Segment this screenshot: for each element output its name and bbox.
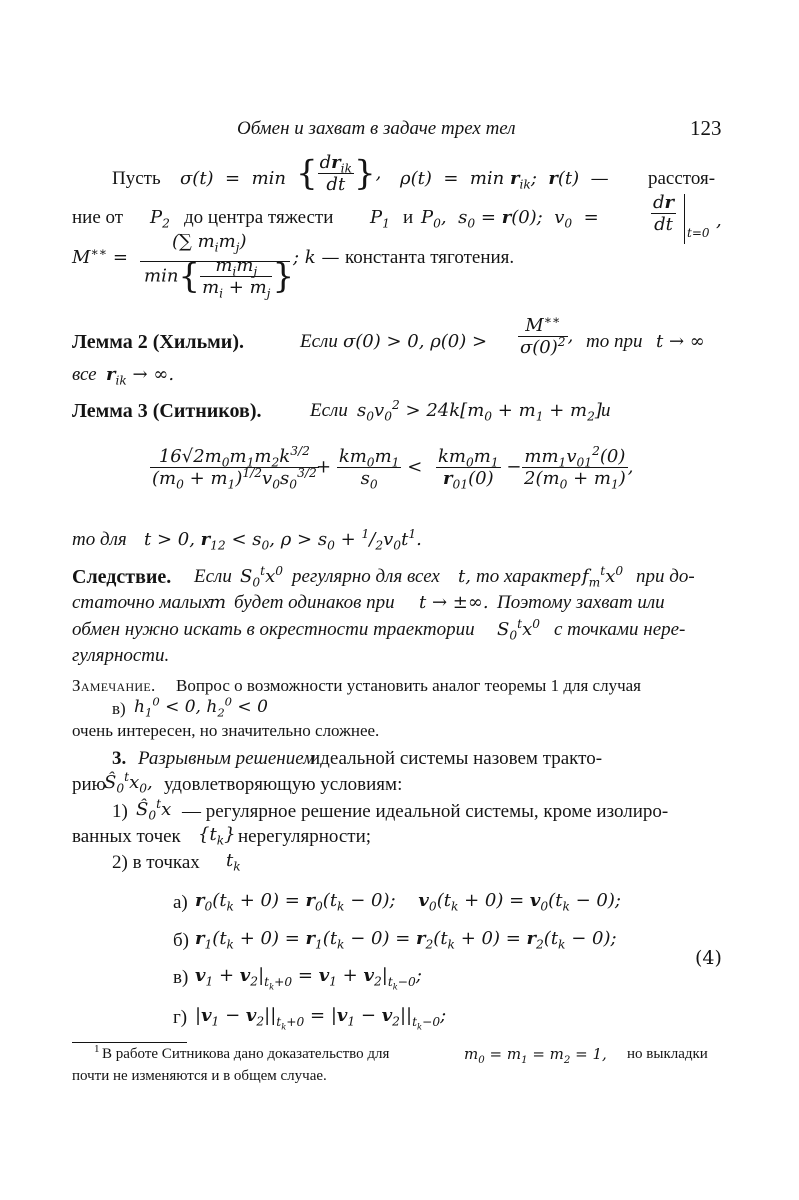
section3-term: Разрывным решением [138, 748, 316, 769]
p2-symbol: $P_2$ [150, 207, 170, 231]
equation-number: (4) [695, 947, 722, 969]
section3-text2a: рию [72, 774, 106, 795]
section3-num: 3. [112, 748, 127, 769]
footnote-rule [72, 1042, 187, 1043]
sigma-brace-frac: { $\frac{dr_{ik}}{dt}$ }, [296, 152, 382, 195]
rho-def: $\rho(t) = \min r_{ik}$; r(t) — [400, 168, 609, 192]
lemma2-line2: все [72, 364, 97, 385]
section3-item1-num: 1) [112, 801, 128, 822]
lemma2-frac: $\frac{M^{∗∗}}{\sigma(0)^2}$ , [520, 313, 574, 358]
lemma2-rik: $r_{ik}$ → ∞. [106, 364, 175, 388]
section3-item1c: нерегулярности; [238, 826, 372, 847]
lemma3-and: и [601, 400, 611, 421]
lemma3-title: Лемма 3 (Ситников). [72, 400, 262, 422]
lemma2-cond-a: Если [300, 331, 338, 352]
intro-line2c: и [403, 207, 414, 228]
lemma3-ineq-term2: + $\frac{km_0m_1}{s_0}$ < [316, 446, 423, 492]
section3-hat-s: $Ŝ_0^tx_0$, [104, 770, 153, 796]
cor-l3b: с точками нере- [554, 619, 686, 640]
intro-line2b: до центра тяжести [184, 207, 334, 228]
intro-line2a: ние от [72, 207, 124, 228]
v0-frac: $\frac{dr}{dt}$ [653, 192, 675, 235]
section3-text2b: удовлетворяющую условиям: [164, 774, 403, 795]
footnote-line1: В работе Ситникова дано доказательство для [102, 1046, 390, 1062]
lemma2-cond-b: то при [586, 331, 643, 352]
cor-s0x0-b: $S_0^tx^0$ [497, 617, 541, 643]
cond-c-label: в) [173, 967, 189, 988]
lemma3-ineq-term3: $\frac{km_0m_1}{r_{01}(0)}$ − [438, 446, 522, 492]
intro-word: Пусть [112, 168, 161, 189]
cor-l1a: Если [194, 566, 232, 587]
cor-l3a: обмен нужно искать в окрестности траектории [72, 619, 475, 640]
cond-a-label: а) [173, 892, 188, 913]
intro-rasst: расстоя- [648, 168, 716, 189]
remark-line3: очень интересен, но значительно сложнее. [72, 721, 380, 740]
p1-symbol: $P_1$ [370, 207, 390, 231]
cor-l2c: Поэтому захват или [497, 592, 665, 613]
section3-item1b: ванных точек [72, 826, 181, 847]
page-number: 123 [690, 116, 722, 140]
lemma3-cond-math: $s_0v_0^2 > 24k[m_0 + m_1 + m_2]$ [357, 398, 602, 424]
section3-tk-set: $\{t_k\}$ [198, 824, 236, 848]
mstar-num: (∑ $m_im_j$) [172, 231, 247, 255]
mstar-lhs: M∗∗ = [72, 245, 128, 268]
cor-tpm: t → ±∞. [419, 592, 489, 613]
footnote-line2: почти не изменяются и в общем случае. [72, 1068, 327, 1084]
lemma3-concl: то для [72, 529, 127, 550]
cor-l1d: при до- [636, 566, 695, 587]
lemma2-t-inf: t → ∞ [656, 331, 705, 352]
cor-l1b: регулярно для всех [292, 566, 440, 587]
p0-s0: $P_0$, $s_0 = r(0)$; $v_0$ = [421, 207, 599, 231]
cor-s0x0: $S_0^tx^0$ [240, 564, 284, 590]
cond-d-math: $|v_1 - v_2||_{t_k+0} = |v_1 - v_2||_{t_k-0}$; [195, 1005, 447, 1032]
cor-l2a: статочно малых [72, 592, 211, 613]
remark-label: Замечание. [72, 676, 156, 695]
min-op: min [251, 168, 286, 189]
section3-item2: 2) в точках [112, 852, 200, 873]
mstar-den: min{ $\frac{m_im_j}{m_i + m_j}$ } [144, 255, 295, 301]
footnote-mark: 1 [94, 1043, 100, 1055]
comma: , [716, 210, 722, 231]
konst-text: константа тяготения. [345, 247, 515, 268]
section3-text1: идеальной системы назовем тракто- [310, 748, 603, 769]
cond-b-label: б) [173, 930, 189, 951]
running-title: Обмен и захват в задаче трех тел [237, 118, 516, 139]
cond-d-label: г) [173, 1007, 188, 1028]
lemma2-title: Лемма 2 (Хильми). [72, 331, 244, 353]
eval-at: t=0 [687, 226, 710, 240]
corollary-title: Следствие. [72, 566, 172, 588]
eval-bar [684, 194, 685, 244]
cor-l4: гулярности. [72, 645, 170, 666]
k-symbol: ; k — [293, 247, 340, 268]
cond-a-math: $r_0(t_k + 0) = r_0(t_k - 0)$; $v_0(t_k + 0) = v_0(t_k - 0)$; [195, 890, 621, 914]
section3-item2-tk: $t_k$ [226, 850, 241, 874]
cor-fmx0: $f_m^tx^0$ [582, 564, 624, 590]
sigma-def: σ(t) = min [180, 168, 286, 189]
lemma3-ineq-term4: $\frac{mm_1v_{01}^2(0)}{2(m_0 + m_1)}$ , [524, 444, 634, 492]
remark-case-math: $h_1^0 < 0$, $h_2^0 < 0$ [134, 694, 268, 720]
lemma3-ineq-term1: $\frac{16√2m_0m_1m_2k^{3/2}}{(m_0 + m_1)^{1/2}v_0s_0^{3/2}}$ [152, 444, 317, 492]
cor-l1c: то характер [476, 566, 581, 587]
cor-m: m [209, 592, 227, 613]
remark-text: Вопрос о возможности установить аналог теоремы 1 для случая [176, 676, 641, 695]
cor-l2b: будет одинаков при [234, 592, 395, 613]
cor-t: t, [458, 566, 471, 587]
cond-c-math: $v_1 + v_2|_{t_k+0} = v_1 + v_2|_{t_k-0}$; [195, 965, 422, 992]
section3-item1a: — регулярное решение идеальной системы, кроме изолиро- [182, 801, 669, 822]
cond-b-math: $r_1(t_k + 0) = r_1(t_k - 0) = r_2(t_k + 0) = r_2(t_k - 0)$; [195, 928, 617, 952]
section3-item1-math: $Ŝ_0^tx$ [136, 797, 172, 823]
lemma2-cond-math: σ(0) > 0, ρ(0) > [343, 331, 488, 352]
lemma3-cond: Если [310, 400, 348, 421]
footnote-line1b: но выкладки [627, 1046, 708, 1062]
footnote-math: $m_0 = m_1 = m_2 = 1$, [464, 1045, 607, 1066]
remark-case: в) [112, 699, 126, 718]
lemma3-concl-math: t > 0, $r_{12} < s_0$, $\rho > s_0 + ^1/_2v_0t^1$. [144, 527, 422, 553]
